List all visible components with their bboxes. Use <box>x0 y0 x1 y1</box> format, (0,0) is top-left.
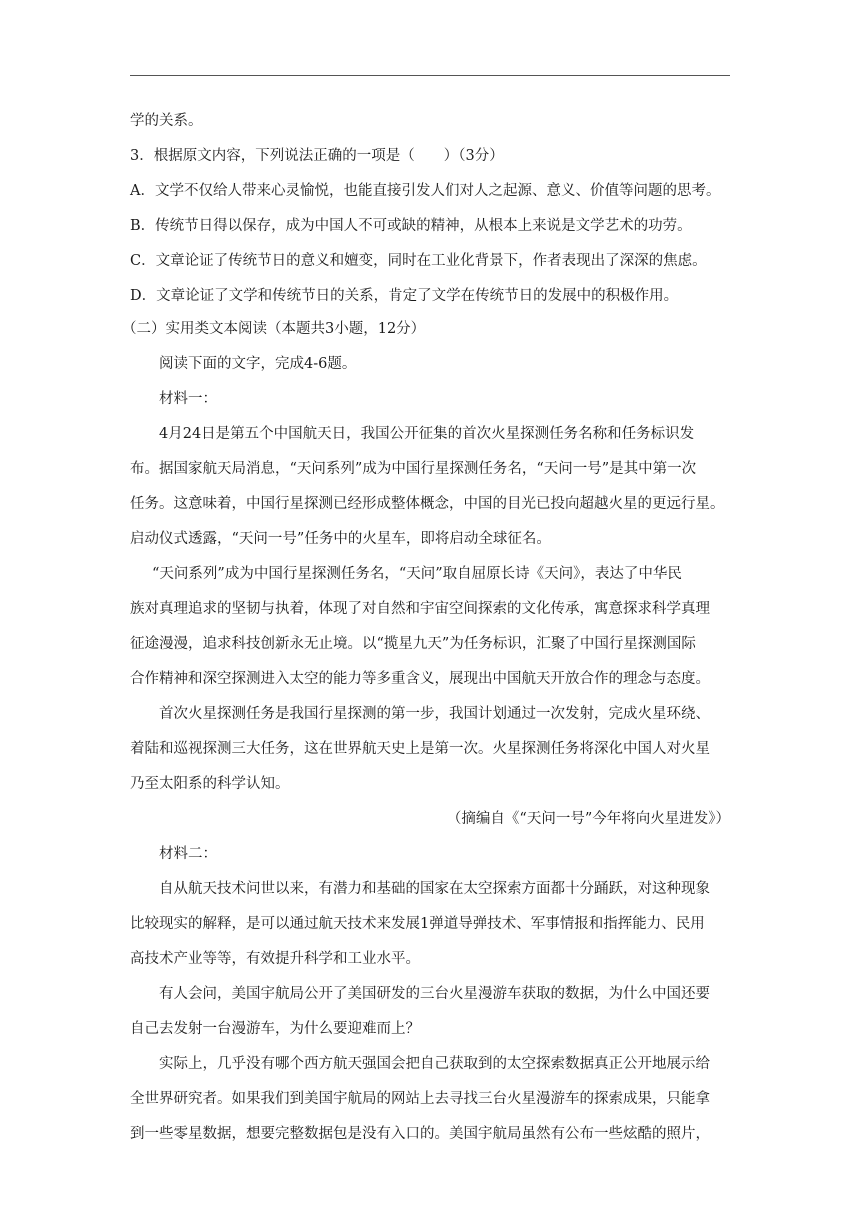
paragraph-line: 全世界研究者。如果我们到美国宇航局的网站上去寻找三台火星漫游车的探索成果，只能拿 <box>130 1091 710 1107</box>
source-citation: （摘编自《“天问一号”今年将向火星进发》） <box>446 811 730 827</box>
option-a: A．文学不仅给人带来心灵愉悦，也能直接引发人们对人之起源、意义、价值等问题的思考。 <box>130 183 721 199</box>
paragraph-line: 着陆和巡视探测三大任务，这在世界航天史上是第一次。火星探测任务将深化中国人对火星 <box>130 741 710 757</box>
paragraph-line: 族对真理追求的坚韧与执着，体现了对自然和宇宙空间探索的文化传承，寓意探求科学真理 <box>130 601 710 617</box>
paragraph-line: 首次火星探测任务是我国行星探测的第一步，我国计划通过一次发射，完成火星环绕、 <box>159 706 710 722</box>
paragraph-line: “天问系列”成为中国行星探测任务名，“天问”取自屈原长诗《天问》，表达了中华民 <box>152 566 682 582</box>
paragraph-line: 4月24日是第五个中国航天日，我国公开征集的首次火星探测任务名称和任务标识发 <box>159 426 695 442</box>
paragraph-line: 自从航天技术问世以来，有潜力和基础的国家在太空探索方面都十分踊跃，对这种现象 <box>159 881 710 897</box>
paragraph-line: 到一些零星数据，想要完整数据包是没有入口的。美国宇航局虽然有公布一些炫酷的照片， <box>130 1126 710 1142</box>
material-2-label: 材料二： <box>159 846 217 862</box>
paragraph-line: 实际上，几乎没有哪个西方航天强国会把自己获取到的太空探索数据真正公开地展示给 <box>159 1056 710 1072</box>
paragraph-line: 比较现实的解释，是可以通过航天技术来发展1弹道导弹技术、军事情报和指挥能力、民用 <box>130 916 705 932</box>
reading-instruction: 阅读下面的文字，完成4-6题。 <box>159 356 357 372</box>
paragraph-line: 任务。这意味着，中国行星探测已经形成整体概念，中国的目光已投向超越火星的更远行星。 <box>130 496 725 512</box>
question-3-stem: 3．根据原文内容，下列说法正确的一项是（ ）（3分） <box>130 148 504 164</box>
paragraph-line: 乃至太阳系的科学认知。 <box>130 776 290 792</box>
paragraph-line: 有人会问，美国宇航局公开了美国研发的三台火星漫游车获取的数据，为什么中国还要 <box>159 986 710 1002</box>
section-heading: （二）实用类文本阅读（本题共3小题，12分） <box>122 321 426 337</box>
paragraph-line: 合作精神和深空探测进入太空的能力等多重含义，展现出中国航天开放合作的理念与态度。 <box>130 671 710 687</box>
paragraph-line: 高技术产业等等，有效提升科学和工业水平。 <box>130 951 420 967</box>
paragraph-line: 征途漫漫，追求科技创新永无止境。以“揽星九天”为任务标识，汇聚了中国行星探测国际 <box>130 636 696 652</box>
material-1-label: 材料一： <box>159 391 217 407</box>
paragraph-line: 自己去发射一台漫游车，为什么要迎难而上？ <box>130 1021 420 1037</box>
header-rule <box>130 75 730 76</box>
option-c: C．文章论证了传统节日的意义和嬗变，同时在工业化背景下，作者表现出了深深的焦虑。 <box>130 253 707 269</box>
option-d: D．文章论证了文学和传统节日的关系，肯定了文学在传统节日的发展中的积极作用。 <box>130 288 679 304</box>
paragraph-line: 启动仪式透露，“天问一号”任务中的火星车，即将启动全球征名。 <box>130 531 551 547</box>
option-b: B．传统节日得以保存，成为中国人不可或缺的精神，从根本上来说是文学艺术的功劳。 <box>130 218 692 234</box>
text-line-continuation: 学的关系。 <box>130 113 203 129</box>
paragraph-line: 布。据国家航天局消息，“天问系列”成为中国行星探测任务名，“天问一号”是其中第一次 <box>130 461 697 477</box>
